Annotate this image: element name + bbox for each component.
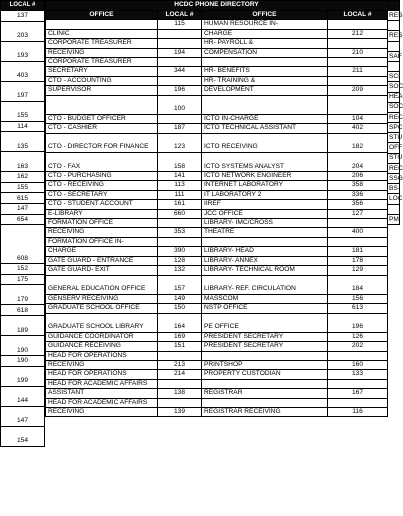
local-number-right — [328, 58, 388, 67]
office-name-left: CTO - PURCHASING — [46, 172, 158, 181]
office-name-right: LIBRARY- IMC/CROSS — [202, 219, 328, 228]
office-name-left: CORPORATE TREASURER — [46, 39, 158, 48]
left-strip-local: 144 — [1, 386, 45, 406]
left-strip-local: 155 — [1, 182, 45, 193]
directory-row — [46, 48, 388, 57]
directory-table — [45, 0, 388, 417]
directory-row — [46, 58, 388, 67]
office-name-right: LIBRARY- HEAD — [202, 247, 328, 256]
office-name-left: HEAD FOR OPERATIONS — [46, 370, 158, 379]
office-name-left: GUIDANCE COORDINATOR — [46, 332, 158, 341]
office-name-left: GATE GUARD- EXIT — [46, 266, 158, 275]
local-number-left — [158, 58, 202, 67]
office-name-right: ICTO IN-CHARGE — [202, 114, 328, 123]
local-number-right: 167 — [328, 389, 388, 398]
office-name-left: CORPORATE TREASURER — [46, 58, 158, 67]
right-strip-cell — [388, 21, 400, 31]
directory-row — [46, 407, 388, 416]
local-number-right: 182 — [328, 133, 388, 152]
local-number-left — [158, 76, 202, 85]
office-name-right: HR- BENEFITS — [202, 67, 328, 76]
office-name-left: GENERAL EDUCATION OFFICE — [46, 275, 158, 294]
directory-row — [46, 360, 388, 369]
office-name-left: RECEIVING — [46, 48, 158, 57]
right-strip-cell: RES — [389, 32, 403, 40]
local-number-left: 213 — [158, 360, 202, 369]
left-strip-local: 189 — [1, 315, 45, 335]
local-number-right — [328, 219, 388, 228]
local-number-left: 161 — [158, 200, 202, 209]
right-strip-header — [388, 1, 400, 11]
directory-row — [46, 67, 388, 76]
left-strip-local: 155 — [1, 101, 45, 121]
office-name-left: CLINIC — [46, 29, 158, 38]
local-number-left — [158, 351, 202, 360]
directory-row — [46, 398, 388, 407]
local-number-right: 210 — [328, 48, 388, 57]
right-strip-cell — [388, 204, 400, 214]
office-name-left: GATE GUARD - ENTRANCE — [46, 256, 158, 265]
office-name-right: INTERNET LABORATORY — [202, 181, 328, 190]
office-name-right: ICTO TECHNICAL ASSISTANT — [202, 124, 328, 133]
local-number-right — [328, 39, 388, 48]
local-number-right: 202 — [328, 342, 388, 351]
office-name-left: CTO - ACCOUNTING — [46, 76, 158, 85]
local-number-left — [158, 237, 202, 246]
office-name-left: RECEIVING — [46, 407, 158, 416]
local-number-left: 123 — [158, 133, 202, 152]
office-name-left: E-LIBRARY — [46, 209, 158, 218]
right-strip-cell: REC — [389, 164, 403, 172]
left-strip-local: 618 — [1, 305, 45, 316]
local-number-left: 150 — [158, 304, 202, 313]
directory-table-container — [45, 0, 387, 417]
local-number-left: 151 — [158, 342, 202, 351]
local-number-right: 400 — [328, 228, 388, 237]
local-number-right: 127 — [328, 209, 388, 218]
right-strip-cell: OFF — [389, 144, 403, 152]
local-number-right: 356 — [328, 200, 388, 209]
left-strip-local: 608 — [1, 225, 45, 264]
right-cropped-column — [387, 0, 403, 225]
left-strip-local: 403 — [1, 61, 45, 81]
left-strip-local: 654 — [1, 214, 45, 225]
directory-row — [46, 181, 388, 190]
office-name-right: CHARGE — [202, 29, 328, 38]
directory-row — [46, 124, 388, 133]
left-cropped-column — [0, 0, 45, 447]
left-strip-local: 203 — [1, 21, 45, 41]
office-name-right: IIREF — [202, 200, 328, 209]
office-name-left: CTO - SECRETARY — [46, 190, 158, 199]
directory-row — [46, 275, 388, 294]
directory-row — [46, 133, 388, 152]
right-strip-cell: HEA — [389, 93, 403, 101]
directory-row — [46, 29, 388, 38]
local-number-right: 184 — [328, 275, 388, 294]
right-strip-cell — [388, 41, 400, 51]
left-strip-local: 190 — [1, 355, 45, 366]
local-header-left: LOCAL # — [158, 11, 202, 20]
left-strip-local: 114 — [1, 121, 45, 132]
directory-row — [46, 256, 388, 265]
office-name-left: SUPERVISOR — [46, 86, 158, 95]
office-name-left — [46, 20, 158, 29]
office-name-left: CTO - STUDENT ACCOUNT — [46, 200, 158, 209]
office-name-right: PRESIDENT SECRETARY — [202, 332, 328, 341]
office-name-left: FORMATION OFFICE — [46, 219, 158, 228]
directory-row — [46, 20, 388, 29]
local-number-left: 157 — [158, 275, 202, 294]
left-strip-local: 154 — [1, 426, 45, 446]
office-name-left: CTO - FAX — [46, 152, 158, 171]
office-name-right: HR- PAYROLL & — [202, 39, 328, 48]
office-name-left: FORMATION OFFICE IN- — [46, 237, 158, 246]
directory-row — [46, 86, 388, 95]
directory-row — [46, 39, 388, 48]
office-name-right: PROPERTY CUSTODIAN — [202, 370, 328, 379]
local-number-left — [158, 398, 202, 407]
office-name-right: LIBRARY- REF. CIRCULATION — [202, 275, 328, 294]
left-strip-local: 193 — [1, 41, 45, 61]
local-number-right — [328, 398, 388, 407]
local-number-left: 187 — [158, 124, 202, 133]
local-number-left: 169 — [158, 332, 202, 341]
left-strip-local: 147 — [1, 203, 45, 214]
local-number-left: 158 — [158, 152, 202, 171]
local-number-right: 336 — [328, 190, 388, 199]
office-name-right — [202, 237, 328, 246]
left-strip-header: LOCAL # — [1, 1, 45, 11]
local-number-left: 141 — [158, 172, 202, 181]
office-name-left: HEAD FOR ACADEMIC AFFAIRS — [46, 398, 158, 407]
left-strip-local: 135 — [1, 132, 45, 152]
local-number-right — [328, 95, 388, 114]
office-name-left: HEAD FOR OPERATIONS — [46, 351, 158, 360]
local-number-left: 149 — [158, 294, 202, 303]
right-strip-cell: SSG — [389, 174, 403, 182]
directory-row — [46, 389, 388, 398]
office-name-right: COMPENSATION — [202, 48, 328, 57]
directory-row — [46, 152, 388, 171]
local-number-left: 100 — [158, 95, 202, 114]
directory-row — [46, 172, 388, 181]
local-number-right: 402 — [328, 124, 388, 133]
directory-row — [46, 219, 388, 228]
local-number-right: 613 — [328, 304, 388, 313]
directory-row — [46, 370, 388, 379]
local-number-right: 160 — [328, 360, 388, 369]
left-strip-local: 615 — [1, 193, 45, 204]
right-strip-cell: STU — [389, 134, 403, 142]
left-strip-local: 190 — [1, 335, 45, 355]
local-number-left: 194 — [158, 48, 202, 57]
office-name-right: LIBRARY- ANNEX — [202, 256, 328, 265]
local-number-right: 104 — [328, 114, 388, 123]
local-number-right: 181 — [328, 247, 388, 256]
office-name-right: ICTO RECEIVING — [202, 133, 328, 152]
local-number-right: 156 — [328, 294, 388, 303]
directory-row — [46, 190, 388, 199]
directory-row — [46, 76, 388, 85]
office-name-left: GRADUATE SCHOOL OFFICE — [46, 304, 158, 313]
left-strip-local: 163 — [1, 152, 45, 172]
office-name-left: SECRETARY — [46, 67, 158, 76]
local-number-left: 390 — [158, 247, 202, 256]
directory-title: HCDC PHONE DIRECTORY — [46, 1, 388, 11]
office-name-right: REGISTRAR — [202, 389, 328, 398]
office-name-left: RECEIVING — [46, 360, 158, 369]
office-name-right: IT LABORATORY 2 — [202, 190, 328, 199]
local-number-left: 113 — [158, 181, 202, 190]
office-name-left: RECEIVING — [46, 228, 158, 237]
directory-row — [46, 247, 388, 256]
right-strip-cell: STU — [389, 154, 403, 162]
local-number-left: 660 — [158, 209, 202, 218]
right-strip-cell: SOC — [389, 83, 403, 91]
office-name-left: HEAD FOR ACADEMIC AFFAIRS — [46, 379, 158, 388]
office-name-right: HUMAN RESOURCE IN- — [202, 20, 328, 29]
local-number-left: 214 — [158, 370, 202, 379]
office-name-left: CTO - BUDGET OFFICER — [46, 114, 158, 123]
local-number-left: 164 — [158, 313, 202, 332]
local-number-left: 139 — [158, 407, 202, 416]
left-strip-local: 162 — [1, 172, 45, 183]
local-number-left: 115 — [158, 20, 202, 29]
office-name-right: REGISTRAR RECEIVING — [202, 407, 328, 416]
directory-title-row — [46, 1, 388, 11]
local-number-left: 128 — [158, 256, 202, 265]
left-strip-table — [0, 0, 45, 447]
local-number-left: 111 — [158, 190, 202, 199]
directory-row — [46, 114, 388, 123]
local-number-right — [328, 379, 388, 388]
right-strip-cell: SPC — [389, 123, 403, 131]
right-strip-cell: SOC — [389, 103, 403, 111]
local-number-right: 211 — [328, 67, 388, 76]
directory-row — [46, 351, 388, 360]
left-strip-local: 199 — [1, 366, 45, 386]
office-name-left: CTO - CASHIER — [46, 124, 158, 133]
office-name-left — [46, 95, 158, 114]
office-name-left: ASSISTANT — [46, 389, 158, 398]
left-strip-local: 175 — [1, 274, 45, 285]
right-strip-cell: REC — [389, 113, 403, 121]
office-name-right — [202, 95, 328, 114]
office-name-left: CTO - DIRECTOR FOR FINANCE — [46, 133, 158, 152]
office-name-right: PE OFFICE — [202, 313, 328, 332]
right-strip-cell: BS- — [389, 184, 400, 192]
directory-row — [46, 332, 388, 341]
local-number-left: 353 — [158, 228, 202, 237]
office-name-right: PRINTSHOP — [202, 360, 328, 369]
office-name-right: DEVELOPMENT — [202, 86, 328, 95]
right-strip-cell — [388, 61, 400, 71]
local-number-right: 129 — [328, 266, 388, 275]
right-strip-cell: PM — [389, 215, 399, 223]
office-name-right — [202, 379, 328, 388]
office-name-right: JCC OFFICE — [202, 209, 328, 218]
directory-row — [46, 200, 388, 209]
right-strip-cell: SAF — [389, 52, 402, 60]
right-strip-cell: LOC — [389, 195, 403, 203]
local-header-right: LOCAL # — [328, 11, 388, 20]
directory-row — [46, 228, 388, 237]
office-name-right: MASSCOM — [202, 294, 328, 303]
local-number-right — [328, 351, 388, 360]
directory-header-row — [46, 11, 388, 20]
directory-row — [46, 379, 388, 388]
left-strip-local: 137 — [1, 11, 45, 22]
office-header-right: OFFICE — [202, 11, 328, 20]
directory-row — [46, 266, 388, 275]
left-strip-local: 179 — [1, 285, 45, 305]
directory-row — [46, 237, 388, 246]
office-name-right: ICTO SYSTEMS ANALYST — [202, 152, 328, 171]
local-number-left — [158, 29, 202, 38]
right-strip-cell: RES — [389, 11, 403, 19]
local-number-right — [328, 20, 388, 29]
office-name-right — [202, 398, 328, 407]
directory-row — [46, 342, 388, 351]
local-number-left: 196 — [158, 86, 202, 95]
directory-row — [46, 209, 388, 218]
local-number-left: 344 — [158, 67, 202, 76]
office-name-right — [202, 351, 328, 360]
office-header-left: OFFICE — [46, 11, 158, 20]
local-number-right: 178 — [328, 256, 388, 265]
office-name-right: THEATRE — [202, 228, 328, 237]
local-number-right — [328, 76, 388, 85]
office-name-left: CTO - RECEIVING — [46, 181, 158, 190]
office-name-right: ICTO NETWORK ENGINEER — [202, 172, 328, 181]
local-number-right: 209 — [328, 86, 388, 95]
office-name-right — [202, 58, 328, 67]
directory-row — [46, 313, 388, 332]
office-name-left: GUIDANCE RECEIVING — [46, 342, 158, 351]
local-number-right — [328, 237, 388, 246]
local-number-left — [158, 219, 202, 228]
office-name-right: PRESIDENT SECRETARY — [202, 342, 328, 351]
office-name-left: GENSERV RECEIVING — [46, 294, 158, 303]
directory-row — [46, 304, 388, 313]
directory-row — [46, 95, 388, 114]
local-number-left: 138 — [158, 389, 202, 398]
local-number-left — [158, 39, 202, 48]
local-number-left — [158, 114, 202, 123]
left-strip-local: 152 — [1, 264, 45, 275]
office-name-left: GRADUATE SCHOOL LIBRARY — [46, 313, 158, 332]
local-number-right: 196 — [328, 313, 388, 332]
local-number-left — [158, 379, 202, 388]
office-name-right: NSTP OFFICE — [202, 304, 328, 313]
local-number-right: 116 — [328, 407, 388, 416]
right-strip-cell: SCI — [389, 72, 400, 80]
right-strip-table — [387, 0, 403, 225]
local-number-right: 206 — [328, 172, 388, 181]
left-strip-local: 197 — [1, 81, 45, 101]
office-name-right: LIBRARY- TECHNICAL ROOM — [202, 266, 328, 275]
office-name-left: CHARGE — [46, 247, 158, 256]
local-number-right: 212 — [328, 29, 388, 38]
local-number-right: 126 — [328, 332, 388, 341]
directory-row — [46, 294, 388, 303]
local-number-right: 204 — [328, 152, 388, 171]
office-name-right: HR- TRAINING & — [202, 76, 328, 85]
local-number-right: 133 — [328, 370, 388, 379]
local-number-left: 132 — [158, 266, 202, 275]
local-number-right: 358 — [328, 181, 388, 190]
left-strip-local: 147 — [1, 406, 45, 426]
